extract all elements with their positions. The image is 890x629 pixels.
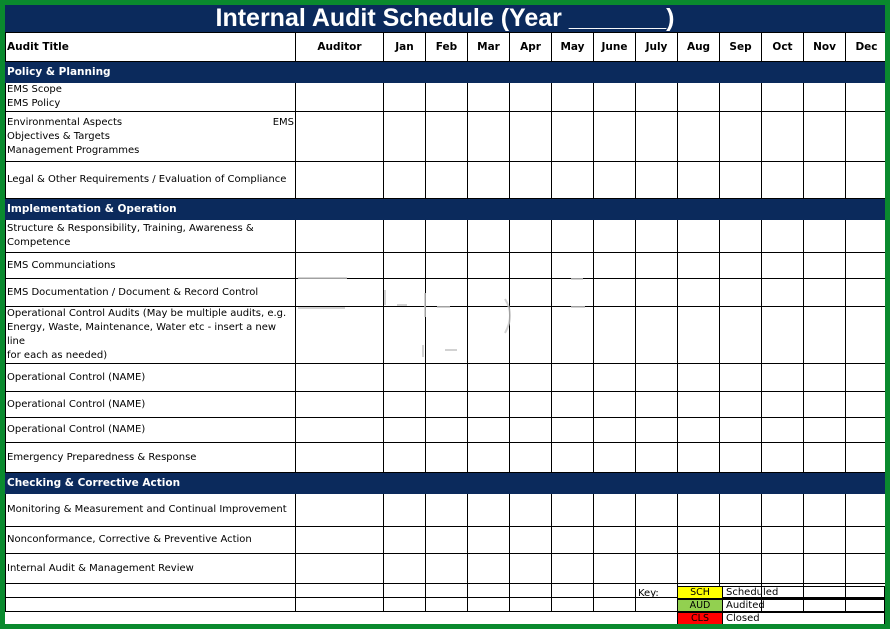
month-cell[interactable]: [762, 162, 804, 199]
audit-title-cell[interactable]: EMS Communciations: [6, 253, 296, 279]
audit-title-cell[interactable]: Operational Control Audits (May be multiple audits, e.g. Energy, Waste, Maintenance, Water etc - insert a new line for each as needed): [6, 307, 296, 364]
month-cell[interactable]: [510, 554, 552, 584]
auditor-cell[interactable]: [296, 443, 384, 473]
month-cell[interactable]: [510, 418, 552, 443]
empty-cell[interactable]: [384, 598, 426, 612]
month-cell[interactable]: [426, 307, 468, 364]
month-cell[interactable]: [510, 364, 552, 392]
month-cell[interactable]: [510, 83, 552, 112]
month-cell[interactable]: [594, 220, 636, 253]
month-cell[interactable]: [762, 364, 804, 392]
month-cell[interactable]: [426, 392, 468, 418]
month-cell[interactable]: [594, 112, 636, 162]
month-cell[interactable]: [552, 83, 594, 112]
month-cell[interactable]: [804, 253, 846, 279]
key-desc: Closed: [726, 613, 760, 624]
month-header[interactable]: July: [636, 33, 678, 62]
auditor-cell[interactable]: [296, 162, 384, 199]
table-row: [6, 418, 886, 443]
key-code: AUD: [678, 600, 723, 611]
audit-title-text: Environmental Aspects Objectives & Targets Management Programmes: [7, 116, 140, 156]
month-cell[interactable]: [846, 307, 886, 364]
month-cell[interactable]: [426, 554, 468, 584]
month-header[interactable]: Feb: [426, 33, 468, 62]
month-cell[interactable]: [510, 307, 552, 364]
auditor-cell[interactable]: [296, 494, 384, 527]
month-cell[interactable]: [720, 527, 762, 554]
month-cell[interactable]: [846, 527, 886, 554]
month-cell[interactable]: [384, 494, 426, 527]
month-cell[interactable]: [594, 443, 636, 473]
month-cell[interactable]: [468, 112, 510, 162]
month-cell[interactable]: [720, 162, 762, 199]
month-cell[interactable]: [510, 162, 552, 199]
month-cell[interactable]: [762, 392, 804, 418]
month-cell[interactable]: [762, 527, 804, 554]
month-cell[interactable]: [594, 162, 636, 199]
month-cell[interactable]: [846, 220, 886, 253]
month-cell[interactable]: [468, 279, 510, 307]
month-cell[interactable]: [384, 253, 426, 279]
month-cell[interactable]: [384, 418, 426, 443]
month-cell[interactable]: [510, 443, 552, 473]
month-header[interactable]: June: [594, 33, 636, 62]
month-cell[interactable]: [426, 162, 468, 199]
month-header[interactable]: Dec: [846, 33, 886, 62]
month-cell[interactable]: [804, 220, 846, 253]
month-cell[interactable]: [552, 162, 594, 199]
month-cell[interactable]: [804, 279, 846, 307]
auditor-cell[interactable]: [296, 279, 384, 307]
month-cell[interactable]: [594, 364, 636, 392]
auditor-cell[interactable]: [296, 112, 384, 162]
audit-title-cell[interactable]: Legal & Other Requirements / Evaluation of Compliance: [6, 162, 296, 199]
month-cell[interactable]: [384, 83, 426, 112]
month-cell[interactable]: [468, 418, 510, 443]
auditor-cell[interactable]: [296, 364, 384, 392]
month-cell[interactable]: [720, 443, 762, 473]
table-row: [6, 162, 886, 199]
month-cell[interactable]: [636, 443, 678, 473]
month-cell[interactable]: [468, 220, 510, 253]
month-cell[interactable]: [636, 418, 678, 443]
month-cell[interactable]: [678, 112, 720, 162]
month-cell[interactable]: [552, 554, 594, 584]
spreadsheet-sheet: [5, 5, 885, 624]
auditor-cell[interactable]: [296, 554, 384, 584]
month-cell[interactable]: [426, 494, 468, 527]
month-cell[interactable]: [636, 83, 678, 112]
month-cell[interactable]: [762, 307, 804, 364]
month-cell[interactable]: [720, 83, 762, 112]
month-cell[interactable]: [552, 220, 594, 253]
month-cell[interactable]: [468, 554, 510, 584]
empty-cell[interactable]: [6, 584, 296, 598]
month-cell[interactable]: [720, 307, 762, 364]
month-cell[interactable]: [678, 83, 720, 112]
month-cell[interactable]: [720, 392, 762, 418]
month-cell[interactable]: [678, 307, 720, 364]
month-cell[interactable]: [846, 162, 886, 199]
month-cell[interactable]: [636, 392, 678, 418]
empty-cell[interactable]: [594, 584, 636, 598]
table-row: [6, 220, 886, 253]
month-cell[interactable]: [594, 527, 636, 554]
month-cell[interactable]: [384, 443, 426, 473]
auditor-cell[interactable]: [296, 418, 384, 443]
month-cell[interactable]: [678, 418, 720, 443]
month-cell[interactable]: [720, 554, 762, 584]
audit-title-cell[interactable]: EMS Documentation / Document & Record Control: [6, 279, 296, 307]
month-header[interactable]: Sep: [720, 33, 762, 62]
month-cell[interactable]: [468, 253, 510, 279]
month-cell[interactable]: [678, 253, 720, 279]
audit-title-cell[interactable]: Internal Audit & Management Review: [6, 554, 296, 584]
month-header[interactable]: Nov: [804, 33, 846, 62]
month-cell[interactable]: [636, 554, 678, 584]
table-row: [6, 527, 886, 554]
month-cell[interactable]: [594, 392, 636, 418]
month-cell[interactable]: [468, 83, 510, 112]
empty-cell[interactable]: [384, 584, 426, 598]
key-code: CLS: [678, 613, 723, 624]
month-cell[interactable]: [426, 112, 468, 162]
month-cell[interactable]: [468, 443, 510, 473]
month-cell[interactable]: [678, 443, 720, 473]
month-cell[interactable]: [384, 364, 426, 392]
month-cell[interactable]: [384, 162, 426, 199]
key-desc: Scheduled: [726, 587, 779, 598]
auditor-cell[interactable]: [296, 527, 384, 554]
month-cell[interactable]: [678, 162, 720, 199]
audit-title-cell[interactable]: [6, 112, 296, 162]
month-cell[interactable]: [552, 443, 594, 473]
month-cell[interactable]: [384, 527, 426, 554]
empty-cell[interactable]: [594, 598, 636, 612]
audit-title-cell[interactable]: Operational Control (NAME): [6, 418, 296, 443]
table-row: [6, 554, 886, 584]
section-header-row: [6, 199, 886, 220]
month-cell[interactable]: [510, 112, 552, 162]
key-entry-audited: [677, 599, 885, 612]
audit-title-cell[interactable]: Operational Control (NAME): [6, 364, 296, 392]
month-cell[interactable]: [720, 112, 762, 162]
month-cell[interactable]: [552, 494, 594, 527]
month-cell[interactable]: [552, 392, 594, 418]
month-cell[interactable]: [552, 364, 594, 392]
month-cell[interactable]: [804, 494, 846, 527]
month-cell[interactable]: [804, 112, 846, 162]
month-cell[interactable]: [678, 527, 720, 554]
month-cell[interactable]: [762, 253, 804, 279]
empty-cell[interactable]: [552, 584, 594, 598]
month-cell[interactable]: [804, 554, 846, 584]
month-cell[interactable]: [762, 112, 804, 162]
section-title[interactable]: Checking & Corrective Action: [6, 473, 886, 494]
audit-title-cell[interactable]: Nonconformance, Corrective & Preventive Action: [6, 527, 296, 554]
month-cell[interactable]: [846, 494, 886, 527]
month-cell[interactable]: [468, 527, 510, 554]
empty-cell[interactable]: [468, 598, 510, 612]
table-row: [6, 279, 886, 307]
empty-cell[interactable]: [552, 598, 594, 612]
audit-title-suffix: EMS: [272, 116, 294, 128]
key-entry-scheduled: [677, 586, 885, 599]
month-cell[interactable]: [384, 112, 426, 162]
month-cell[interactable]: [510, 279, 552, 307]
empty-cell[interactable]: [468, 584, 510, 598]
month-cell[interactable]: [678, 554, 720, 584]
month-cell[interactable]: [468, 392, 510, 418]
empty-cell[interactable]: [296, 584, 384, 598]
month-cell[interactable]: [426, 279, 468, 307]
month-cell[interactable]: [636, 253, 678, 279]
auditor-cell[interactable]: [296, 307, 384, 364]
month-header[interactable]: May: [552, 33, 594, 62]
month-cell[interactable]: [804, 527, 846, 554]
month-cell[interactable]: [762, 83, 804, 112]
month-cell[interactable]: [846, 392, 886, 418]
month-cell[interactable]: [636, 112, 678, 162]
month-cell[interactable]: [594, 307, 636, 364]
month-cell[interactable]: [510, 527, 552, 554]
month-cell[interactable]: [552, 527, 594, 554]
month-cell[interactable]: [594, 554, 636, 584]
month-cell[interactable]: [762, 220, 804, 253]
month-cell[interactable]: [594, 83, 636, 112]
month-cell[interactable]: [552, 253, 594, 279]
month-cell[interactable]: [552, 307, 594, 364]
month-cell[interactable]: [720, 494, 762, 527]
month-cell[interactable]: [594, 494, 636, 527]
month-cell[interactable]: [846, 112, 886, 162]
empty-cell[interactable]: [510, 598, 552, 612]
empty-cell[interactable]: [6, 598, 296, 612]
month-cell[interactable]: [804, 307, 846, 364]
month-cell[interactable]: [678, 392, 720, 418]
audit-title-cell[interactable]: Emergency Preparedness & Response: [6, 443, 296, 473]
table-row: [6, 112, 886, 162]
table-row: [6, 307, 886, 364]
key-code: SCH: [678, 587, 723, 598]
header-row: [6, 33, 886, 62]
month-header[interactable]: Oct: [762, 33, 804, 62]
table-row: [6, 364, 886, 392]
month-cell[interactable]: [846, 443, 886, 473]
month-cell[interactable]: [636, 364, 678, 392]
key-label: Key:: [638, 588, 659, 599]
month-cell[interactable]: [384, 220, 426, 253]
audit-title-header[interactable]: Audit Title: [6, 33, 296, 62]
section-header-row: [6, 62, 886, 83]
month-cell[interactable]: [468, 307, 510, 364]
month-cell[interactable]: [762, 554, 804, 584]
month-cell[interactable]: [846, 83, 886, 112]
month-cell[interactable]: [678, 494, 720, 527]
month-cell[interactable]: [426, 527, 468, 554]
table-row: [6, 494, 886, 527]
month-cell[interactable]: [384, 392, 426, 418]
auditor-cell[interactable]: [296, 83, 384, 112]
audit-title-cell[interactable]: Structure & Responsibility, Training, Awareness & Competence: [6, 220, 296, 253]
month-cell[interactable]: [846, 554, 886, 584]
month-cell[interactable]: [720, 253, 762, 279]
section-header-row: [6, 473, 886, 494]
month-cell[interactable]: [384, 307, 426, 364]
audit-title-cell[interactable]: Monitoring & Measurement and Continual Improvement: [6, 494, 296, 527]
month-cell[interactable]: [762, 443, 804, 473]
month-cell[interactable]: [846, 418, 886, 443]
month-cell[interactable]: [384, 554, 426, 584]
month-header[interactable]: Mar: [468, 33, 510, 62]
month-cell[interactable]: [426, 443, 468, 473]
month-cell[interactable]: [762, 279, 804, 307]
month-cell[interactable]: [720, 418, 762, 443]
month-cell[interactable]: [426, 418, 468, 443]
month-cell[interactable]: [804, 418, 846, 443]
auditor-cell[interactable]: [296, 392, 384, 418]
audit-title-cell[interactable]: EMS Scope EMS Policy: [6, 83, 296, 112]
month-cell[interactable]: [594, 279, 636, 307]
audit-title-cell[interactable]: Operational Control (NAME): [6, 392, 296, 418]
month-cell[interactable]: [552, 112, 594, 162]
month-header[interactable]: Jan: [384, 33, 426, 62]
table-row: [6, 83, 886, 112]
month-cell[interactable]: [594, 418, 636, 443]
month-cell[interactable]: [384, 279, 426, 307]
month-cell[interactable]: [678, 220, 720, 253]
month-cell[interactable]: [846, 364, 886, 392]
month-cell[interactable]: [468, 364, 510, 392]
month-cell[interactable]: [426, 83, 468, 112]
month-cell[interactable]: [762, 494, 804, 527]
month-cell[interactable]: [552, 418, 594, 443]
auditor-cell[interactable]: [296, 220, 384, 253]
month-cell[interactable]: [426, 253, 468, 279]
month-cell[interactable]: [720, 364, 762, 392]
month-cell[interactable]: [846, 253, 886, 279]
auditor-header[interactable]: Auditor: [296, 33, 384, 62]
month-cell[interactable]: [636, 494, 678, 527]
table-row: [6, 443, 886, 473]
month-cell[interactable]: [636, 307, 678, 364]
empty-cell[interactable]: [296, 598, 384, 612]
month-cell[interactable]: [720, 279, 762, 307]
month-cell[interactable]: [594, 253, 636, 279]
sheet-title: Internal Audit Schedule (Year _______): [5, 5, 885, 32]
month-cell[interactable]: [468, 162, 510, 199]
month-cell[interactable]: [636, 279, 678, 307]
month-cell[interactable]: [510, 220, 552, 253]
table-row: [6, 253, 886, 279]
month-cell[interactable]: [510, 494, 552, 527]
month-cell[interactable]: [468, 494, 510, 527]
auditor-cell[interactable]: [296, 253, 384, 279]
empty-cell[interactable]: [426, 598, 468, 612]
month-cell[interactable]: [804, 392, 846, 418]
month-header[interactable]: Aug: [678, 33, 720, 62]
month-cell[interactable]: [762, 418, 804, 443]
month-cell[interactable]: [804, 83, 846, 112]
month-cell[interactable]: [636, 527, 678, 554]
key-entry-closed: [677, 612, 885, 624]
month-cell[interactable]: [552, 279, 594, 307]
month-cell[interactable]: [720, 220, 762, 253]
month-cell[interactable]: [636, 220, 678, 253]
month-cell[interactable]: [846, 279, 886, 307]
key-desc: Audited: [726, 600, 765, 611]
table-row: [6, 392, 886, 418]
month-cell[interactable]: [426, 364, 468, 392]
section-title[interactable]: Implementation & Operation: [6, 199, 886, 220]
month-cell[interactable]: [636, 162, 678, 199]
month-cell[interactable]: [678, 279, 720, 307]
month-cell[interactable]: [678, 364, 720, 392]
month-cell[interactable]: [510, 253, 552, 279]
empty-cell[interactable]: [510, 584, 552, 598]
month-cell[interactable]: [804, 443, 846, 473]
legend-key: [633, 585, 885, 624]
month-cell[interactable]: [804, 364, 846, 392]
empty-cell[interactable]: [426, 584, 468, 598]
section-title[interactable]: Policy & Planning: [6, 62, 886, 83]
month-cell[interactable]: [426, 220, 468, 253]
month-cell[interactable]: [804, 162, 846, 199]
month-header[interactable]: Apr: [510, 33, 552, 62]
month-cell[interactable]: [510, 392, 552, 418]
audit-schedule-table: [5, 32, 885, 612]
